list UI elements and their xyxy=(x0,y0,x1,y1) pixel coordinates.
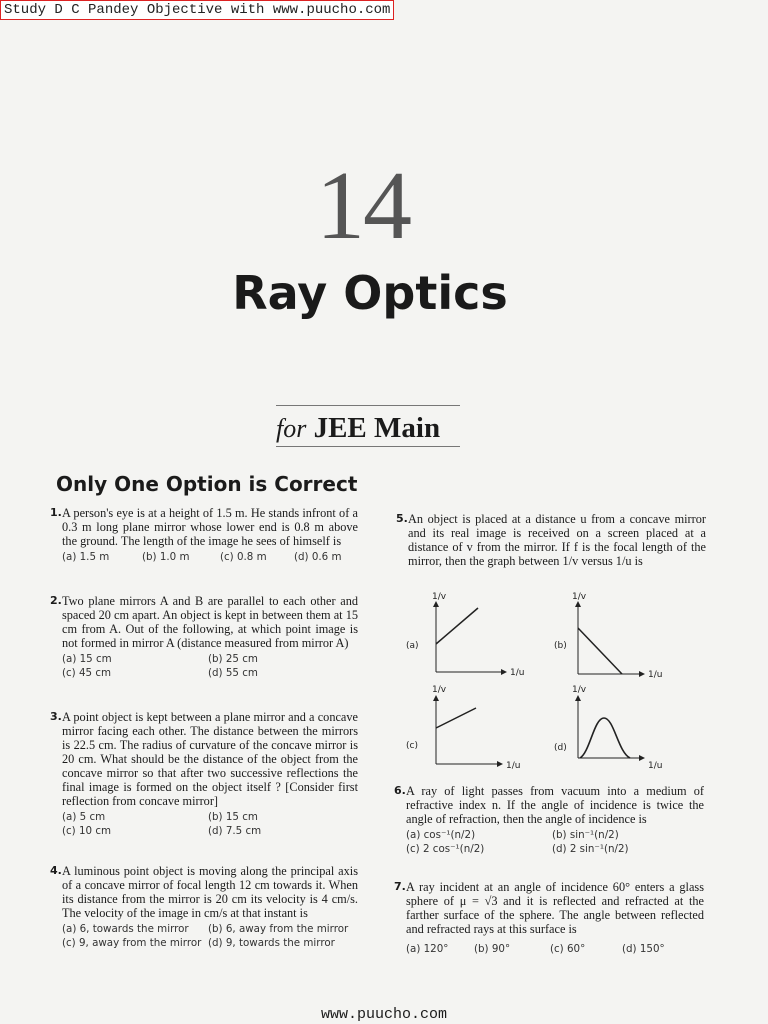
option-c: (c) 2 cos⁻¹(n/2) xyxy=(406,843,485,855)
option-b: (b) sin⁻¹(n/2) xyxy=(552,829,619,841)
question-6 xyxy=(394,784,704,856)
x-axis-label: 1/u xyxy=(648,761,663,771)
question-4 xyxy=(50,864,358,950)
y-axis-label: 1/v xyxy=(572,685,587,695)
divider-bottom xyxy=(276,446,460,447)
question-number: 5. xyxy=(396,512,408,525)
question-2 xyxy=(50,594,358,680)
option-a: (a) 15 cm xyxy=(62,653,112,665)
curve-line xyxy=(436,608,478,644)
option-d: (d) 2 sin⁻¹(n/2) xyxy=(552,843,629,855)
question-text: A ray incident at an angle of incidence 60° enters a glass sphere of μ = √3 and it is reflected and refracted at the farther surface of the sphere. The angle between reflected and refracted rays at this surface is xyxy=(406,880,704,936)
question-number: 7. xyxy=(394,880,406,893)
options xyxy=(62,810,358,838)
option-c: (c) 10 cm xyxy=(62,825,112,837)
option-a: (a) 6, towards the mirror xyxy=(62,923,189,935)
graph-c xyxy=(406,685,520,771)
question-text: Two plane mirrors A and B are parallel to each other and spaced 20 cm apart. An object is kept in between them at 15 cm from A. Out of the following, at which point image is not formed in mirror A (distance measured from mirror A) xyxy=(62,594,358,650)
curve-line xyxy=(436,708,476,728)
y-axis-label: 1/v xyxy=(432,685,447,695)
question-number: 2. xyxy=(50,594,62,607)
graph-d-label: (d) xyxy=(554,743,567,753)
option-b: (b) 1.0 m xyxy=(142,551,190,563)
graph-a xyxy=(406,592,524,678)
y-axis-label: 1/v xyxy=(572,592,587,602)
x-axis-label: 1/u xyxy=(506,761,521,771)
option-b: (b) 90° xyxy=(474,943,511,955)
question-3 xyxy=(50,710,358,838)
options xyxy=(62,550,358,564)
question-text: A person's eye is at a height of 1.5 m. He stands infront of a 0.3 m long plane mirror whose lower end is 0.8 m above the ground. The length of the image he sees of himself is xyxy=(62,506,358,548)
exam-label: JEE Main xyxy=(313,412,441,444)
footer-link[interactable]: www.puucho.com xyxy=(320,1006,448,1023)
options xyxy=(406,942,704,956)
question-1 xyxy=(50,506,358,564)
x-axis-label: 1/u xyxy=(648,670,663,680)
option-c: (c) 60° xyxy=(550,943,586,955)
question-number: 4. xyxy=(50,864,62,877)
graph-a-label: (a) xyxy=(406,641,419,651)
for-label: for xyxy=(276,414,307,443)
option-b: (b) 6, away from the mirror xyxy=(208,923,349,935)
option-d: (d) 9, towards the mirror xyxy=(208,937,335,949)
options xyxy=(62,652,358,680)
option-a: (a) 1.5 m xyxy=(62,551,110,563)
option-d: (d) 150° xyxy=(622,943,665,955)
option-b: (b) 25 cm xyxy=(208,653,258,665)
question-7 xyxy=(394,880,704,956)
section-title: Only One Option is Correct xyxy=(56,472,358,496)
question-5 xyxy=(396,512,706,568)
option-d: (d) 0.6 m xyxy=(294,551,342,563)
question-text: A point object is kept between a plane mirror and a concave mirror facing each other. The distance between the mirrors is 22.5 cm. The radius of curvature of the concave mirror is 20 cm. What should be the distance of the object from the concave mirror so that after two successive reflections the final image is formed on the object itself ? [Consider first reflection from concave mirror] xyxy=(62,710,358,808)
watermark-link[interactable]: Study D C Pandey Objective with www.puucho.com xyxy=(0,0,394,20)
graph-d xyxy=(554,685,662,771)
option-c: (c) 45 cm xyxy=(62,667,112,679)
divider-top xyxy=(276,405,460,406)
chapter-title: Ray Optics xyxy=(232,266,508,320)
graph-b-label: (b) xyxy=(554,641,567,651)
q5-graphs xyxy=(404,592,704,778)
option-d: (d) 55 cm xyxy=(208,667,258,679)
question-text: An object is placed at a distance u from a concave mirror and its real image is received on a screen placed at a distance of v from the mirror. If f is the focal length of the mirror, then the graph between 1/v versus 1/u is xyxy=(408,512,706,568)
option-c: (c) 0.8 m xyxy=(220,551,267,563)
option-a: (a) 5 cm xyxy=(62,811,106,823)
option-a: (a) 120° xyxy=(406,943,449,955)
question-text: A luminous point object is moving along the principal axis of a concave mirror of focal length 12 cm towards it. When its distance from the mirror is 20 cm its velocity is 4 cm/s. The velocity of the image in cm/s at that instant is xyxy=(62,864,358,920)
exam-heading xyxy=(276,412,440,445)
option-a: (a) cos⁻¹(n/2) xyxy=(406,829,476,841)
chapter-number: 14 xyxy=(316,152,410,260)
curve-line xyxy=(578,628,622,674)
graph-c-label: (c) xyxy=(406,741,418,751)
question-number: 6. xyxy=(394,784,406,797)
graph-b xyxy=(554,592,662,680)
options xyxy=(406,828,704,856)
x-axis-label: 1/u xyxy=(510,668,525,678)
option-b: (b) 15 cm xyxy=(208,811,258,823)
option-c: (c) 9, away from the mirror xyxy=(62,937,202,949)
question-number: 1. xyxy=(50,506,62,519)
y-axis-label: 1/v xyxy=(432,592,447,602)
option-d: (d) 7.5 cm xyxy=(208,825,262,837)
question-text: A ray of light passes from vacuum into a medium of refractive index n. If the angle of incidence is twice the angle of refraction, then the angle of incidence is xyxy=(406,784,704,826)
options xyxy=(62,922,358,950)
curve-bell xyxy=(580,718,630,758)
question-number: 3. xyxy=(50,710,62,723)
